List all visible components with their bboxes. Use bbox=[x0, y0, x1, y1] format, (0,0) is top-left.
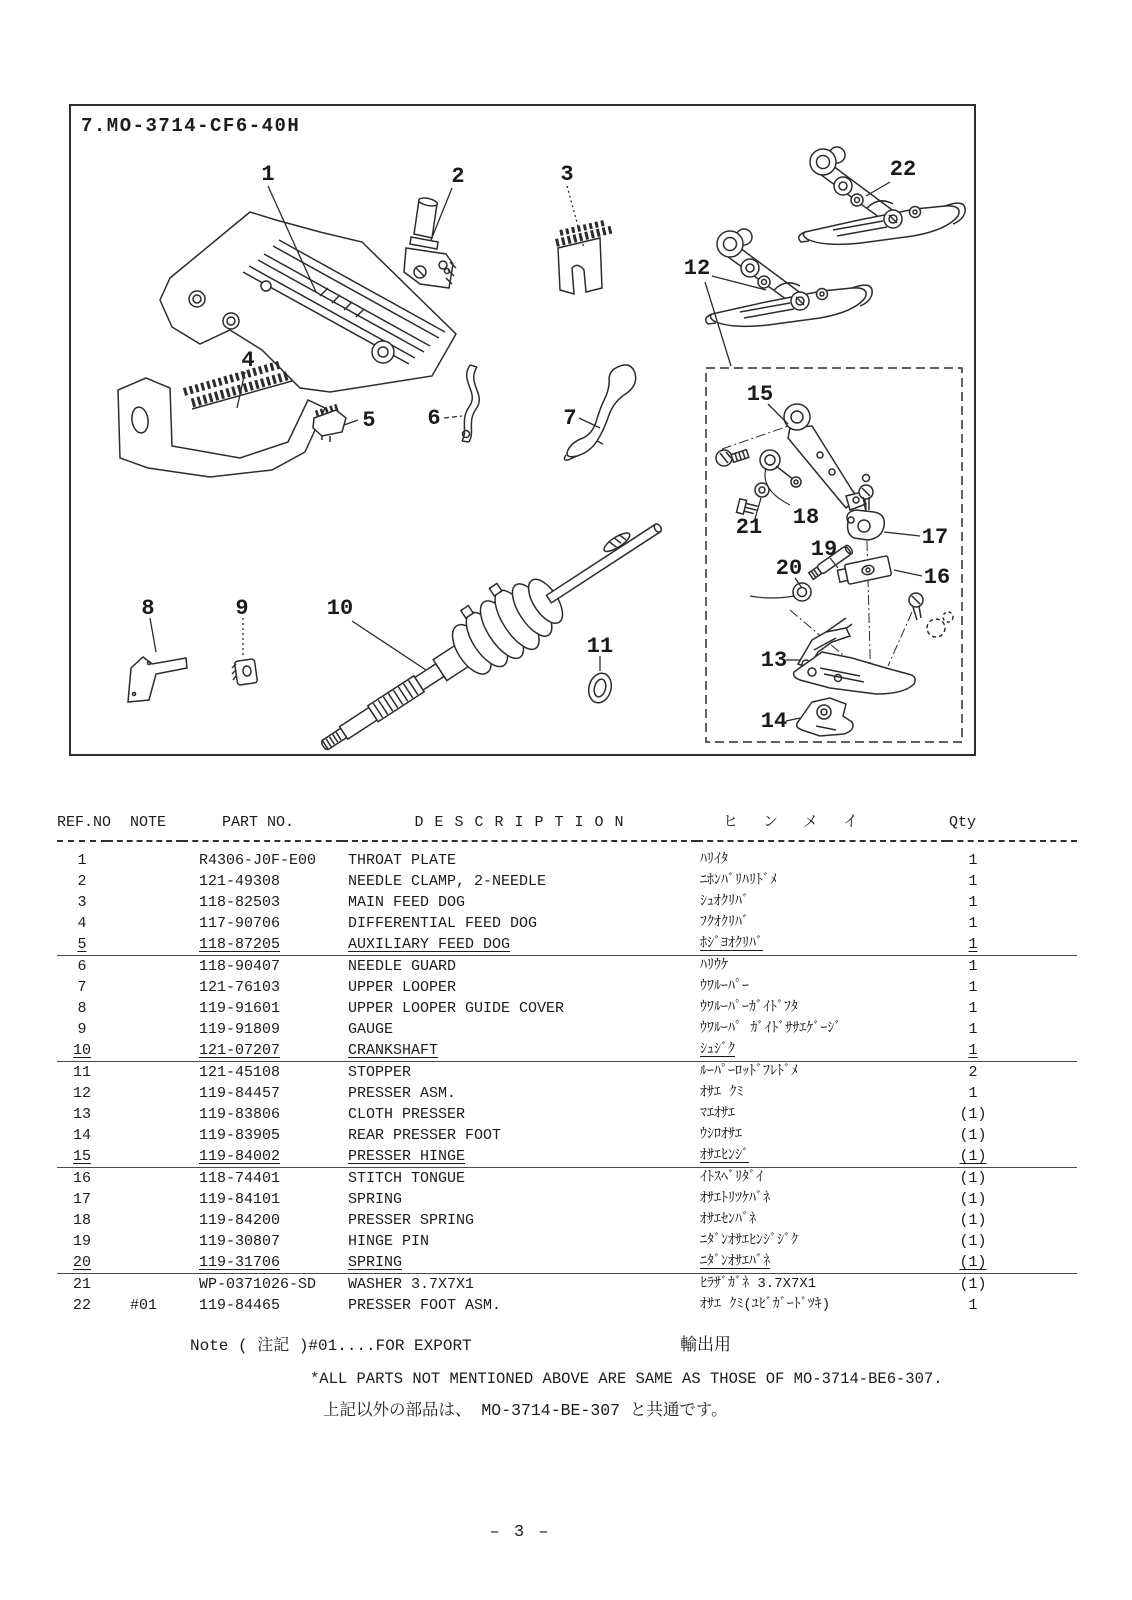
cell-part-no: 118-82503 bbox=[199, 894, 281, 911]
callout-19: 19 bbox=[810, 537, 838, 562]
cell-qty: 1 bbox=[968, 1021, 978, 1038]
callout-4: 4 bbox=[241, 348, 255, 373]
cell-description: REAR PRESSER FOOT bbox=[348, 1127, 502, 1144]
cell-ref: 21 bbox=[72, 1276, 91, 1293]
cell-description: GAUGE bbox=[348, 1021, 394, 1038]
table-row bbox=[57, 1168, 1077, 1190]
cell-qty: 1 bbox=[968, 915, 978, 932]
cell-ref: 22 bbox=[72, 1297, 91, 1314]
table-row bbox=[57, 1252, 1077, 1274]
note-line: Note ( 注記 )#01....FOR EXPORT bbox=[190, 1337, 472, 1355]
footnote-jp: 上記以外の部品は、 MO-3714-BE-307 と共通です。 bbox=[323, 1401, 728, 1420]
cell-name-jp: ﾌｸｵｸﾘﾊﾞ bbox=[700, 915, 749, 931]
cell-note bbox=[107, 956, 182, 978]
cell-note bbox=[107, 1210, 182, 1231]
cell-part-no: 119-84457 bbox=[199, 1085, 281, 1102]
cell-qty: (1) bbox=[959, 1276, 987, 1293]
cell-ref: 18 bbox=[72, 1212, 91, 1229]
callout-12: 12 bbox=[683, 256, 711, 281]
cell-note bbox=[107, 1189, 182, 1210]
table-row bbox=[57, 1104, 1077, 1125]
cell-note bbox=[107, 1104, 182, 1125]
cell-name-jp: ｼｭｵｸﾘﾊﾞ bbox=[700, 894, 749, 910]
header-desc: D E S C R I P T I O N bbox=[342, 812, 697, 841]
table-row bbox=[57, 841, 1077, 871]
cell-qty: 1 bbox=[947, 934, 1077, 956]
cell-description: UPPER LOOPER bbox=[348, 979, 457, 996]
cell-qty: (1) bbox=[947, 1146, 1077, 1168]
cell-ref: 15 bbox=[57, 1146, 107, 1168]
callout-6: 6 bbox=[427, 406, 441, 431]
part-18-presser-spring bbox=[760, 450, 801, 505]
table-header-row bbox=[57, 812, 1077, 841]
cell-description: NEEDLE GUARD bbox=[348, 958, 457, 975]
cell-ref: 20 bbox=[57, 1252, 107, 1274]
callout-2: 2 bbox=[451, 164, 465, 189]
cell-qty: 1 bbox=[968, 979, 978, 996]
cell-name-jp: ｵｻｴ ｸﾐ(ﾕﾋﾞｶﾞｰﾄﾞﾂｷ) bbox=[700, 1297, 831, 1313]
header-ref: REF.NO bbox=[57, 812, 107, 841]
cell-ref: 11 bbox=[72, 1064, 91, 1081]
cell-ref: 17 bbox=[72, 1191, 91, 1208]
cell-description: CLOTH PRESSER bbox=[348, 1106, 466, 1123]
cell-name-jp: ﾊﾘｲﾀ bbox=[700, 852, 728, 868]
cell-name-jp: ｳﾜﾙｰﾊﾟ ｶﾞｲﾄﾞｻｻｴｹﾞｰｼﾞ bbox=[700, 1021, 842, 1037]
cell-qty: (1) bbox=[959, 1127, 987, 1144]
cell-part-no: 119-83806 bbox=[199, 1106, 281, 1123]
cell-description: MAIN FEED DOG bbox=[348, 894, 466, 911]
table-row bbox=[57, 913, 1077, 934]
cell-description: STOPPER bbox=[348, 1064, 412, 1081]
cell-part-no: R4306-J0F-E00 bbox=[199, 852, 317, 869]
cell-part-no: 121-49308 bbox=[199, 873, 281, 890]
cell-part-no: 119-84002 bbox=[182, 1146, 342, 1168]
table-row bbox=[57, 956, 1077, 978]
cell-part-no: 119-83905 bbox=[199, 1127, 281, 1144]
cell-name-jp: ｳｼﾛｵｻｴ bbox=[700, 1127, 742, 1143]
part-16-stitch-tongue bbox=[837, 556, 892, 586]
callout-3: 3 bbox=[560, 162, 574, 187]
cell-ref: 12 bbox=[72, 1085, 91, 1102]
cell-note bbox=[107, 1062, 182, 1084]
cell-name-jp: ﾏｴｵｻｴ bbox=[700, 1106, 735, 1122]
table-row bbox=[57, 1083, 1077, 1104]
cell-note bbox=[107, 998, 182, 1019]
cell-description: AUXILIARY FEED DOG bbox=[342, 934, 697, 956]
cell-part-no: 121-07207 bbox=[182, 1040, 342, 1062]
cell-qty: (1) bbox=[959, 1212, 987, 1229]
cell-ref: 3 bbox=[77, 894, 87, 911]
header-note: NOTE bbox=[107, 812, 182, 841]
cell-description: SPRING bbox=[342, 1252, 697, 1274]
cell-description: HINGE PIN bbox=[348, 1233, 430, 1250]
cell-name-jp: ﾎｼﾞﾖｵｸﾘﾊﾞ bbox=[697, 934, 947, 956]
cell-name-jp: ｳﾜﾙｰﾊﾟｰ bbox=[700, 979, 749, 995]
note-line-jp: 輸出用 bbox=[680, 1337, 731, 1356]
cell-description: WASHER 3.7X7X1 bbox=[348, 1276, 475, 1293]
cell-ref: 7 bbox=[77, 979, 87, 996]
cell-note bbox=[107, 913, 182, 934]
cell-name-jp: ｵｻｴ ｸﾐ bbox=[700, 1085, 744, 1101]
cell-qty: (1) bbox=[959, 1191, 987, 1208]
cell-name-jp: ﾋﾗｻﾞｶﾞﾈ 3.7X7X1 bbox=[700, 1276, 817, 1292]
callout-20: 20 bbox=[775, 556, 803, 581]
foot-screw bbox=[888, 593, 953, 666]
callout-14: 14 bbox=[760, 709, 788, 734]
cell-part-no: 119-91601 bbox=[199, 1000, 281, 1017]
page-number: – 3 – bbox=[489, 1523, 551, 1542]
callout-11: 11 bbox=[586, 634, 614, 659]
table-row bbox=[57, 1295, 1077, 1316]
cell-part-no: 118-74401 bbox=[199, 1170, 281, 1187]
table-row bbox=[57, 871, 1077, 892]
cell-name-jp: ｵｻｴｾﾝﾊﾞﾈ bbox=[700, 1212, 756, 1228]
cell-note bbox=[107, 871, 182, 892]
cell-ref: 1 bbox=[77, 852, 87, 869]
cell-name-jp: ﾆﾀﾞﾝｵｻｴﾊﾞﾈ bbox=[697, 1252, 947, 1274]
callout-10: 10 bbox=[326, 596, 354, 621]
cell-part-no: 119-31706 bbox=[182, 1252, 342, 1274]
cell-note: #01 bbox=[130, 1297, 158, 1314]
cell-description: CRANKSHAFT bbox=[342, 1040, 697, 1062]
cell-note bbox=[107, 1146, 182, 1168]
callout-9: 9 bbox=[235, 596, 249, 621]
cell-description: PRESSER ASM. bbox=[348, 1085, 457, 1102]
table-row bbox=[57, 1019, 1077, 1040]
table-row bbox=[57, 1040, 1077, 1062]
cell-part-no: 119-91809 bbox=[199, 1021, 281, 1038]
cell-description: THROAT PLATE bbox=[348, 852, 457, 869]
part-6-needle-guard bbox=[462, 365, 479, 442]
table-row bbox=[57, 1274, 1077, 1296]
table-row bbox=[57, 934, 1077, 956]
part-9-gauge bbox=[232, 659, 258, 686]
cell-qty: 1 bbox=[947, 1040, 1077, 1062]
cell-qty: 1 bbox=[968, 958, 978, 975]
cell-part-no: 119-84465 bbox=[199, 1297, 281, 1314]
cell-ref: 8 bbox=[77, 1000, 87, 1017]
cell-description: DIFFERENTIAL FEED DOG bbox=[348, 915, 538, 932]
cell-part-no: WP-0371026-SD bbox=[199, 1276, 317, 1293]
cell-part-no: 119-84101 bbox=[199, 1191, 281, 1208]
cell-note bbox=[107, 1168, 182, 1190]
cell-qty: 1 bbox=[968, 852, 978, 869]
cell-description: STITCH TONGUE bbox=[348, 1170, 466, 1187]
cell-qty: (1) bbox=[959, 1233, 987, 1250]
cell-name-jp: ｲﾄｽﾍﾞﾘﾀﾞｲ bbox=[700, 1170, 763, 1186]
callout-1: 1 bbox=[261, 162, 275, 187]
table-row bbox=[57, 1231, 1077, 1252]
cell-part-no: 119-84200 bbox=[199, 1212, 281, 1229]
cell-note bbox=[107, 892, 182, 913]
cell-name-jp: ｼｭｼﾞｸ bbox=[697, 1040, 947, 1062]
table-row bbox=[57, 892, 1077, 913]
cell-note bbox=[107, 1274, 182, 1296]
cell-ref: 13 bbox=[72, 1106, 91, 1123]
part-3-main-feed-dog bbox=[556, 223, 614, 294]
diagram-title: 7.MO-3714-CF6-40H bbox=[81, 115, 301, 137]
cell-ref: 16 bbox=[72, 1170, 91, 1187]
cell-part-no: 117-90706 bbox=[199, 915, 281, 932]
part-22-presser-foot-asm bbox=[799, 147, 965, 244]
cell-qty: (1) bbox=[947, 1252, 1077, 1274]
table-row bbox=[57, 1189, 1077, 1210]
cell-qty: 1 bbox=[968, 873, 978, 890]
cell-qty: 1 bbox=[968, 1085, 978, 1102]
cell-ref: 14 bbox=[72, 1127, 91, 1144]
cell-description: UPPER LOOPER GUIDE COVER bbox=[348, 1000, 565, 1017]
cell-note bbox=[107, 1231, 182, 1252]
cell-ref: 2 bbox=[77, 873, 87, 890]
cell-description: NEEDLE CLAMP, 2-NEEDLE bbox=[348, 873, 547, 890]
cell-qty: 1 bbox=[968, 1297, 978, 1314]
cell-qty: (1) bbox=[959, 1170, 987, 1187]
cell-part-no: 119-30807 bbox=[199, 1233, 281, 1250]
cell-description: SPRING bbox=[348, 1191, 403, 1208]
cell-ref: 5 bbox=[57, 934, 107, 956]
cell-ref: 10 bbox=[57, 1040, 107, 1062]
part-11-stopper bbox=[585, 671, 614, 706]
hinge-screw bbox=[716, 450, 749, 466]
cell-description: PRESSER HINGE bbox=[342, 1146, 697, 1168]
cell-ref: 4 bbox=[77, 915, 87, 932]
part-21-washer bbox=[736, 483, 769, 517]
callout-8: 8 bbox=[141, 596, 155, 621]
cell-description: PRESSER FOOT ASM. bbox=[348, 1297, 502, 1314]
callout-21: 21 bbox=[735, 515, 763, 540]
callout-16: 16 bbox=[923, 565, 951, 590]
part-2-needle-clamp bbox=[404, 197, 456, 288]
cell-qty: (1) bbox=[959, 1106, 987, 1123]
cell-note bbox=[107, 1252, 182, 1274]
header-part: PART NO. bbox=[182, 812, 342, 841]
cell-ref: 19 bbox=[72, 1233, 91, 1250]
callout-22: 22 bbox=[889, 157, 917, 182]
callout-17: 17 bbox=[921, 525, 949, 550]
cell-name-jp: ﾆﾎﾝﾊﾞﾘﾊﾘﾄﾞﾒ bbox=[700, 873, 777, 889]
cell-qty: 2 bbox=[968, 1064, 978, 1081]
cell-note bbox=[107, 1040, 182, 1062]
table-row bbox=[57, 998, 1077, 1019]
footnote-en: *ALL PARTS NOT MENTIONED ABOVE ARE SAME AS THOSE OF MO-3714-BE6-307. bbox=[310, 1370, 943, 1388]
part-13-cloth-presser bbox=[794, 618, 916, 694]
cell-part-no: 118-87205 bbox=[182, 934, 342, 956]
callout-18: 18 bbox=[792, 505, 820, 530]
cell-ref: 6 bbox=[77, 958, 87, 975]
cell-name-jp: ｵｻｴﾋﾝｼﾞ bbox=[697, 1146, 947, 1168]
cell-note bbox=[107, 977, 182, 998]
cell-name-jp: ﾆﾀﾞﾝｵｻｴﾋﾝｼﾞｼﾞｸ bbox=[700, 1233, 798, 1249]
cell-description: PRESSER SPRING bbox=[348, 1212, 475, 1229]
part-10-crankshaft bbox=[300, 492, 678, 775]
cell-note bbox=[107, 841, 182, 871]
cell-name-jp: ｳﾜﾙｰﾊﾟｰｶﾞｲﾄﾞﾌﾀ bbox=[700, 1000, 798, 1016]
cell-part-no: 121-45108 bbox=[199, 1064, 281, 1081]
header-qty: Qty bbox=[947, 812, 1077, 841]
cell-qty: 1 bbox=[968, 1000, 978, 1017]
cell-qty: 1 bbox=[968, 894, 978, 911]
cell-note bbox=[107, 934, 182, 956]
part-5-auxiliary-feed-dog bbox=[313, 407, 346, 442]
cell-note bbox=[107, 1125, 182, 1146]
table-row bbox=[57, 1210, 1077, 1231]
cell-name-jp: ﾙｰﾊﾟｰﾛｯﾄﾞﾌﾚﾄﾞﾒ bbox=[700, 1064, 798, 1080]
table-row bbox=[57, 977, 1077, 998]
callout-15: 15 bbox=[746, 382, 774, 407]
callout-5: 5 bbox=[362, 408, 376, 433]
cell-part-no: 121-76103 bbox=[199, 979, 281, 996]
cell-name-jp: ﾊﾘｳｹ bbox=[700, 958, 728, 974]
part-14-rear-presser-foot bbox=[797, 698, 853, 736]
table-row bbox=[57, 1062, 1077, 1084]
callout-13: 13 bbox=[760, 648, 788, 673]
callout-7: 7 bbox=[563, 406, 577, 431]
cell-name-jp: ｵｻｴﾄﾘﾂｹﾊﾞﾈ bbox=[700, 1191, 770, 1207]
parts-table bbox=[57, 812, 1077, 1316]
table-row bbox=[57, 1146, 1077, 1168]
cell-ref: 9 bbox=[77, 1021, 87, 1038]
header-jp: ヒ ン メ イ bbox=[697, 812, 947, 841]
table-row bbox=[57, 1125, 1077, 1146]
part-8-upper-looper-guide-cover bbox=[128, 657, 187, 702]
cell-note bbox=[107, 1083, 182, 1104]
cell-note bbox=[107, 1019, 182, 1040]
cell-part-no: 118-90407 bbox=[199, 958, 281, 975]
